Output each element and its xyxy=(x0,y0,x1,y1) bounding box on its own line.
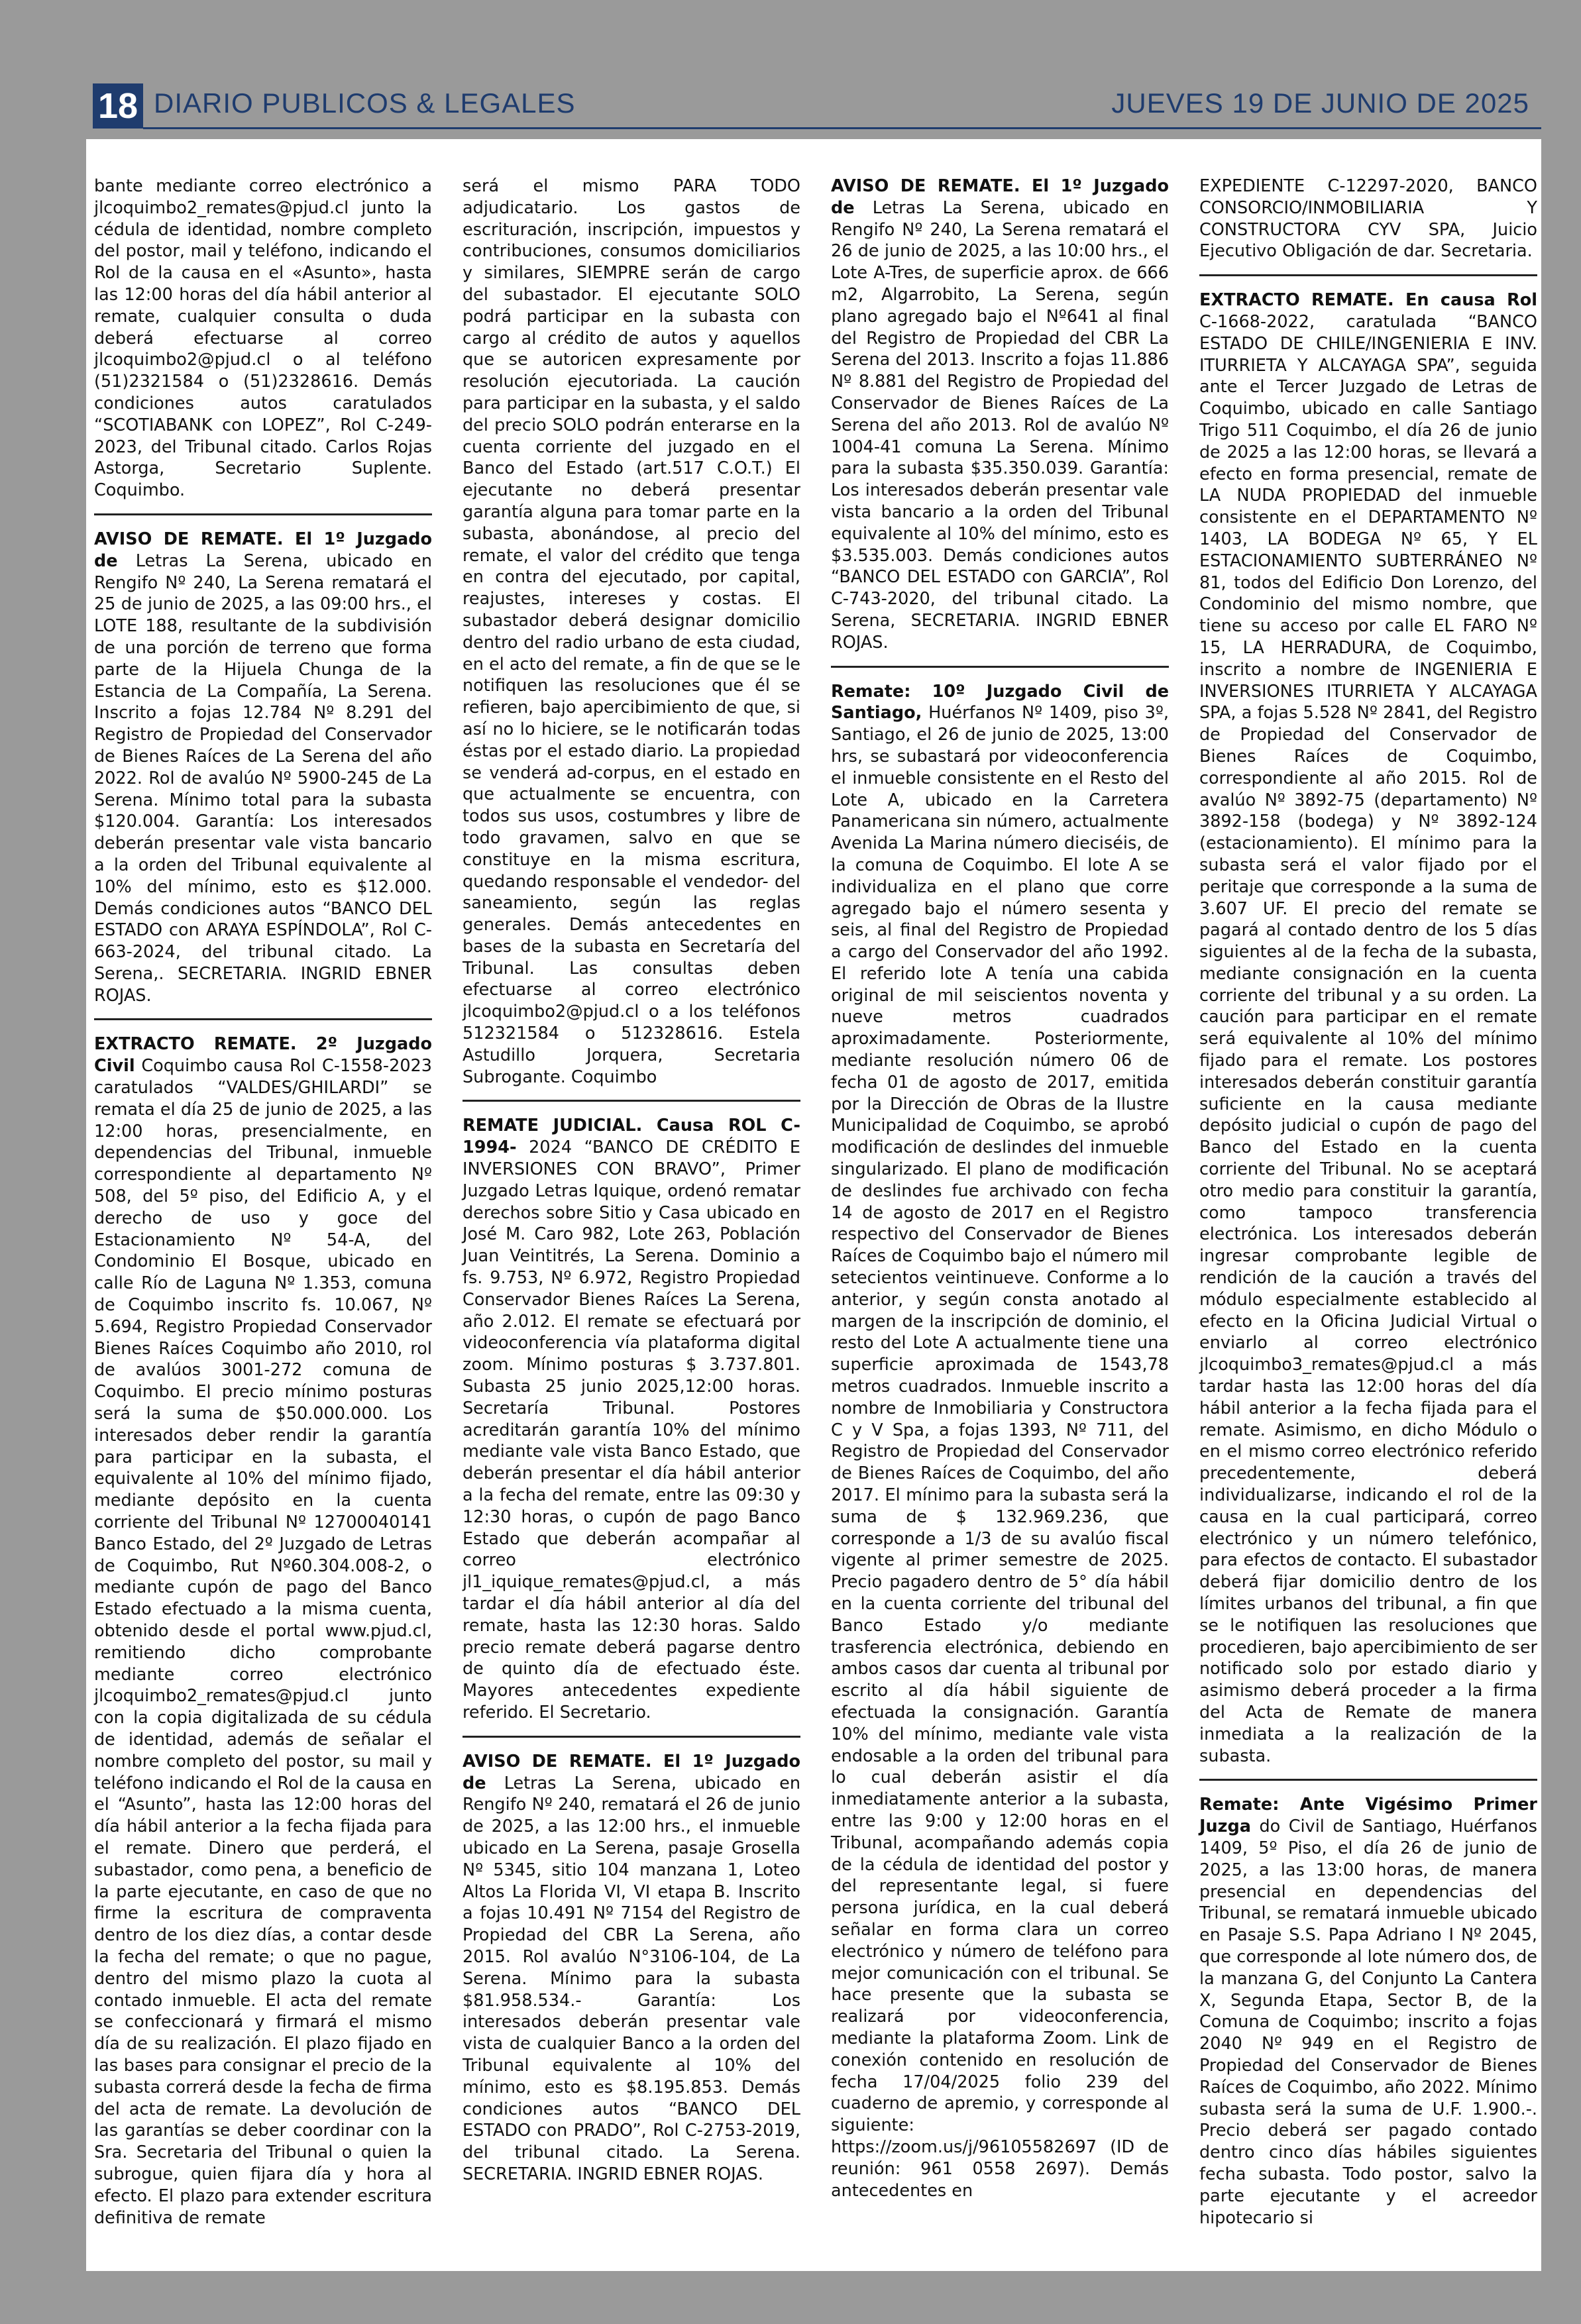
header-rule xyxy=(143,127,1541,129)
notice xyxy=(1199,176,1537,276)
column-1 xyxy=(94,176,432,2254)
notice xyxy=(94,176,432,515)
notice-body: EXPEDIENTE C-12297-2020, BANCO CONSORCIO/INMOBILIARIA Y CONSTRUCTORA CYV SPA, Juicio Ejecutivo Obligación de dar. Secretaria. xyxy=(1199,176,1537,262)
notice-body: bante mediante correo electrónico a jlcoquimbo2_remates@pjud.cl junto la cédula de identidad, nombre completo del postor, mail y teléfono, indicando el Rol de la causa en el «Asunto», hasta las 12:00 horas del día hábil anterior al remate, cualquier consulta o duda deberá efectuarse al correo jlcoquimbo2@pjud.cl o al teléfono (51)2321584 o (51)2328616. Demás condiciones autos caratulados “SCOTIABANK con LOPEZ”, Rol C-249-2023, del Tribunal citado. Carlos Rojas Astorga, Secretario Suplente. Coquimbo. xyxy=(94,176,432,501)
notice-heading: Remate: Ante Vigésimo Primer Juzga xyxy=(1199,1795,1537,1837)
notice-heading: EXTRACTO REMATE. 2º Juzgado Civil xyxy=(94,1034,432,1077)
page-frame-left xyxy=(0,0,86,2324)
notice-body: Letras La Serena, ubicado en Rengifo Nº 240, La Serena rematará el 26 de junio de 2025, a las 10:00 hrs., el Lote A-Tres, de superficie aprox. de 666 m2, Algarrobito, La Serena, según plano agregado bajo el Nº641 al final del Registro de Propiedad del CBR La Serena del 2013. Inscrito a fojas 11.886 Nº 8.881 del Registro de Propiedad del Conservador de Bienes Raíces de La Serena del año 2013. Rol de avalúo Nº 1004-41 comuna La Serena. Mínimo para la subasta $35.350.039. Garantía: Los interesados deberán presentar vale vista bancario a la orden del Tribunal equivalente al 10% del mínimo, esto es $3.535.003. Demás condiciones autos “BANCO DEL ESTADO con GARCIA”, Rol C-743-2020, del tribunal citado. La Serena, SECRETARIA. INGRID EBNER ROJAS. xyxy=(831,197,1169,653)
notice-body: Coquimbo causa Rol C-1558-2023 caratulados “VALDES/GHILARDI” se remata el día 25 de junio de 2025, a las 12:00 horas, presencialmente, en dependencias del Tribunal, inmueble correspondiente al departamento Nº 508, del 5º piso, del Edificio A, y el derecho de uso y goce del Estacionamiento Nº 54-A, del Condominio El Bosque, ubicado en calle Río de Laguna Nº 1.353, comuna de Coquimbo inscrito fs. 10.067, Nº 5.694, Registro Propiedad Conservador Bienes Raíces Coquimbo año 2010, rol de avalúos 3001-272 comuna de Coquimbo. El precio mínimo posturas será la suma de $50.000.000. Los interesados deber rendir la garantía para participar en la subasta, el equivalente al 10% del mínimo fijado, mediante depósito en la cuenta corriente del Tribunal Nº 12700040141 Banco Estado, del 2º Juzgado de Letras de Coquimbo, Rut Nº60.304.008-2, o mediante cupón de pago del Banco Estado efectuado a la misma cuenta, obtenido desde el portal www.pjud.cl, remitiendo dicho comprobante mediante correo electrónico jlcoquimbo2_remates@pjud.cl junto con la copia digitalizada de su cédula de identidad, además de señalar el nombre completo del postor, su mail y teléfono indicando el Rol de la causa en el “Asunto”, hasta las 12:00 horas del día hábil anterior a la fecha fijada para el remate. Dinero que perderá, el subastador, como pena, a beneficio de la parte ejecutante, en caso de que no firme la escritura de compraventa dentro de los diez días, a contar desde la fecha del remate; o que no pague, dentro del mismo plazo la cuota al contado inmueble. El acta del remate se confeccionará y firmará el mismo día de su realización. El plazo fijado en las bases para consignar el precio de la subasta correrá desde la fecha de firma del acta de remate. La devolución de las garantías se deber coordinar con la Sra. Secretaria del Tribunal o quien la subrogue, quien fijara día y hora al efecto. El plazo para extender escritura definitiva de remate xyxy=(94,1056,432,2228)
page-frame-right xyxy=(1541,0,1581,2324)
notice-heading: EXTRACTO REMATE. En causa Rol xyxy=(1199,290,1537,311)
publication-date: JUEVES 19 DE JUNIO DE 2025 xyxy=(1111,87,1529,119)
notice xyxy=(463,1751,800,2197)
page-header xyxy=(93,83,1541,130)
notice-body: do Civil de Santiago, Huérfanos 1409, 5º Piso, el día 26 de junio de 2025, a las 13:00 horas, de manera presencial en dependencias del Tribunal, se rematará inmueble ubicado en Pasaje S.S. Papa Adriano I Nº 2045, que corresponde al lote número dos, de la manzana G, del Conjunto La Cantera X, Segunda Etapa, Sector B, de la Comuna de Coquimbo; inscrito a fojas 2040 Nº 949 en el Registro de Propiedad del Conservador de Bienes Raíces de Coquimbo, año 2022. Mínimo subasta será la suma de U.F. 1.900.-. Precio deberá ser pagado contado dentro cinco días hábiles siguientes fecha subasta. Todo postor, salvo la parte ejecutante y el acreedor hipotecario si xyxy=(1199,1817,1537,2228)
notice-heading: REMATE JUDICIAL. Causa ROL C-1994- xyxy=(463,1116,800,1158)
page-number-badge: 18 xyxy=(93,83,143,129)
notice-heading: Remate: 10º Juzgado Civil de Santiago, xyxy=(831,681,1169,723)
page-frame-bottom xyxy=(0,2271,1581,2324)
notice xyxy=(1199,290,1537,1781)
notice-body: será el mismo PARA TODO adjudicatario. Los gastos de escrituración, inscripción, impuestos y contribuciones, consumos domiciliarios y similares, SIEMPRE serán de cargo del subastador. El ejecutante SOLO podrá participar en la subasta con cargo al crédito de autos y aquellos que se autoricen expresamente por resolución ejecutoriada. La caución para participar en la subasta, y el saldo del precio SOLO podrán enterarse en la cuenta corriente del juzgado en el Banco del Estado (art.517 C.O.T.) El ejecutante no deberá presentar garantía alguna para tomar parte en la subasta, abonándose, al precio del remate, el valor del crédito que tenga en contra del ejecutado, por capital, reajustes, intereses y costas. El subastador deberá designar domicilio dentro del radio urbano de esta ciudad, en el acto del remate, a fin de que se le notifiquen las resoluciones que él se refieren, bajo apercibimiento de que, si así no lo hiciere, se le notificarán todas éstas por el estado diario. La propiedad se venderá ad-corpus, en el estado en que actualmente se encuentra, con todos sus usos, costumbres y libre de todo gravamen, salvo en que se constituye en la misma escritura, quedando responsable el vendedor- del saneamiento, según las reglas generales. Demás antecedentes en bases de la subasta en Secretaría del Tribunal. Las consultas deben efectuarse al correo electrónico jlcoquimbo2@pjud.cl o a los teléfonos 512321584 o 512328616. Estela Astudillo Jorquera, Secretaria Subrogante. Coquimbo xyxy=(463,176,800,1087)
notice-heading: AVISO DE REMATE. El 1º Juzgado de xyxy=(463,1751,800,1793)
column-2 xyxy=(463,176,800,2211)
notice xyxy=(463,176,800,1102)
notice-heading: AVISO DE REMATE. El 1º Juzgado de xyxy=(831,176,1169,218)
notice-body: Letras La Serena, ubicado en Rengifo Nº 240, La Serena rematará el 25 de junio de 2025, a las 09:00 hrs., el LOTE 188, resultante de la subdivisión de una porción de terreno que forma parte de la Hijuela Chunga de la Estancia de La Compañía, La Serena. Inscrito a fojas 12.784 Nº 8.291 del Registro de Propiedad del Conservador de Bienes Raíces de La Serena del año 2022. Rol de avalúo Nº 5900-245 de La Serena. Mínimo total para la subasta $120.004. Garantía: Los interesados deberán presentar vale vista bancario a la orden del Tribunal equivalente al 10% del mínimo, esto es $12.000. Demás condiciones autos “BANCO DEL ESTADO con ARAYA ESPÍNDOLA”, Rol C-663-2024, del tribunal citado. La Serena,. SECRETARIA. INGRID EBNER ROJAS. xyxy=(94,551,432,1006)
notice xyxy=(94,529,432,1021)
notice-body: C-1668-2022, caratulada “BANCO ESTADO DE CHILE/INGENIERIA E INV. ITURRIETA Y ALCAYAGA SPA”, seguida ante el Tercer Juzgado de Letras de Coquimbo, ubicado en calle Santiago Trigo 511 Coquimbo, el día 26 de junio de 2025 a las 12:00 horas, se llevará a efecto en forma presencial, remate de LA NUDA PROPIEDAD del inmueble consistente en el DEPARTAMENTO Nº 1403, LA BODEGA Nº 65, Y EL ESTACIONAMIENTO SUBTERRÁNEO Nº 81, todos del Edificio Don Lorenzo, del Condominio del mismo nombre, que tiene su acceso por calle EL FARO Nº 15, LA HERRADURA, de Coquimbo, inscrito a nombre de INGENIERIA E INVERSIONES ITURRIETA Y ALCAYAGA SPA, a fojas 5.528 Nº 2841, del Registro de Propiedad del Conservador de Bienes Raíces de Coquimbo, correspondiente al año 2015. Rol de avalúo Nº 3892-75 (departamento) Nº 3892-158 (bodega) y Nº 3892-124 (estacionamiento). El mínimo para la subasta será el valor fijado por el peritaje que corresponde a la suma de 3.607 UF. El precio del remate se pagará al contado dentro de los 5 días siguientes al de la fecha de la subasta, mediante consignación en la cuenta corriente del tribunal y a su orden. La caución para participar en el remate será equivalente al 10% del mínimo fijado para el remate. Los postores interesados deberán constituir garantía suficiente en la causa mediante depósito judicial o cupón de pago del Banco del Estado en la cuenta corriente del Tribunal. No se aceptará otro medio para constituir la garantía, como tampoco transferencia electrónica. Los interesados deberán ingresar comprobante legible de rendición de la caución a través del módulo especialmente establecido al efecto en la Oficina Judicial Virtual o enviarlo al correo electrónico jlcoquimbo3_remates@pjud.cl a más tardar hasta las 12:00 horas del día hábil anterior a la fecha fijada para el remate. Asimismo, en dicho Módulo o en el mismo correo electrónico referido precedentemente, deberá individualizarse, indicando el rol de la causa en la cual participará, correo electrónico y un número telefónico, para efectos de contacto. El subastador deberá fijar domicilio dentro de los límites urbanos del tribunal, a fin que se le notifiquen las resoluciones que procedieren, bajo apercibimiento de ser notificado solo por estado diario y asimismo deberá proceder a la firma del Acta de Remate de manera inmediata a la realización de la subasta. xyxy=(1199,311,1537,1766)
column-3 xyxy=(831,176,1169,2227)
notice xyxy=(831,176,1169,668)
notice-body: Letras La Serena, ubicado en Rengifo Nº 240, rematará el 26 de junio de 2025, a las 12:00 hrs., el inmueble ubicado en La Serena, pasaje Grosella Nº 5345, sitio 104 manzana 1, Loteo Altos La Florida VI, VI etapa B. Inscrito a fojas 10.491 Nº 7154 del Registro de Propiedad del CBR La Serena, año 2015. Rol avalúo N°3106-104, de La Serena. Mínimo para la subasta $81.958.534.- Garantía: Los interesados deberán presentar vale vista de cualquier Banco a la orden del Tribunal equivalente al 10% del mínimo, esto es $8.195.853. Demás condiciones autos “BANCO DEL ESTADO con PRADO”, Rol C-2753-2019, del tribunal citado. La Serena. SECRETARIA. INGRID EBNER ROJAS. xyxy=(463,1773,800,2184)
notice xyxy=(463,1115,800,1737)
column-4 xyxy=(1199,176,1537,2254)
notice xyxy=(94,1033,432,2241)
notice-body: 2024 “BANCO DE CRÉDITO E INVERSIONES CON BRAVO”, Primer Juzgado Letras Iquique, ordenó rematar derechos sobre Sitio y Casa ubicado en José M. Caro 982, Lote 263, Población Juan Veintitrés, La Serena. Dominio a fs. 9.753, Nº 6.972, Registro Propiedad Conservador Bienes Raíces La Serena, año 2.012. El remate se efectuará por videoconferencia vía plataforma digital zoom. Mínimo posturas $ 3.737.801. Subasta 25 junio 2025,12:00 horas. Secretaría Tribunal. Postores acreditarán garantía 10% del mínimo mediante vale vista Banco Estado, que deberán presentar el día hábil anterior a la fecha del remate, entre las 09:30 y 12:30 horas, o cupón de pago Banco Estado que deberán acompañar al correo electrónico jl1_iquique_remates@pjud.cl, a más tardar el día hábil anterior al día del remate, hasta las 12:30 horas. Saldo precio remate deberá pagarse dentro de quinto día de efectuado éste. Mayores antecedentes expediente referido. El Secretario. xyxy=(463,1137,801,1722)
notice xyxy=(831,681,1169,2214)
notice xyxy=(1199,1794,1537,2241)
notice-body: Huérfanos Nº 1409, piso 3º, Santiago, el 26 de junio de 2025, 13:00 hrs, se subastará por videoconferencia el inmueble consistente en el Resto del Lote A, ubicado en la Carretera Panamericana sin número, actualmente Avenida La Marina número dieciséis, de la comuna de Coquimbo. El lote A se individualiza en el plano que corre agregado bajo el número sesenta y seis, al final del Registro de Propiedad a cargo del Conservador del año 1992. El referido lote A tenía una cabida original de mil seiscientos noventa y nueve metros cuadrados aproximadamente. Posteriormente, mediante resolución número 06 de fecha 01 de agosto de 2017, emitida por la Dirección de Obras de la Ilustre Municipalidad de Coquimbo, se aprobó modificación de deslindes del inmueble singularizado. El plano de modificación de deslindes fue archivado con fecha 14 de agosto de 2017 en el Registro respectivo del Conservador de Bienes Raíces de Coquimbo bajo el número mil setecientos veintinueve. Conforme a lo anterior, y según consta anotado al margen de la inscripción de dominio, el resto del Lote A actualmente tiene una superficie aproximada de 1543,78 metros cuadrados. Inmueble inscrito a nombre de Inmobiliaria y Constructora C y V Spa, a fojas 1393, Nº 711, del Registro de Propiedad del Conservador de Bienes Raíces de Coquimbo, del año 2017. El mínimo para la subasta será la suma de $ 132.969.236, que corresponde a 1/3 de su avalúo fiscal vigente al primer semestre de 2025. Precio pagadero dentro de 5° día hábil en la cuenta corriente del tribunal del Banco Estado y/o mediante trasferencia electrónica, debiendo en ambos casos dar cuenta al tribunal por escrito al día hábil siguiente de efectuada la consignación. Garantía 10% del mínimo, mediante vale vista endosable a la orden del tribunal para lo cual deberán asistir el día inmediatamente anterior a la subasta, entre las 9:00 y 12:00 horas en el Tribunal, acompañando además copia de la cédula de identidad del postor y del representante legal, si fuere persona jurídica, en la cual deberá señalar en forma clara un correo electrónico y número de teléfono para mejor comunicación con el tribunal. Se hace presente que la subasta se realizará por videoconferencia, mediante la plataforma Zoom. Link de conexión contenido en resolución de fecha 17/04/2025 folio 239 del cuaderno de apremio, y corresponde al siguiente: https://zoom.us/j/96105582697 (ID de reunión: 961 0558 2697). Demás antecedentes en xyxy=(831,703,1169,2201)
notice-heading: AVISO DE REMATE. El 1º Juzgado de xyxy=(94,529,432,571)
publication-title: DIARIO PUBLICOS & LEGALES xyxy=(154,87,576,119)
